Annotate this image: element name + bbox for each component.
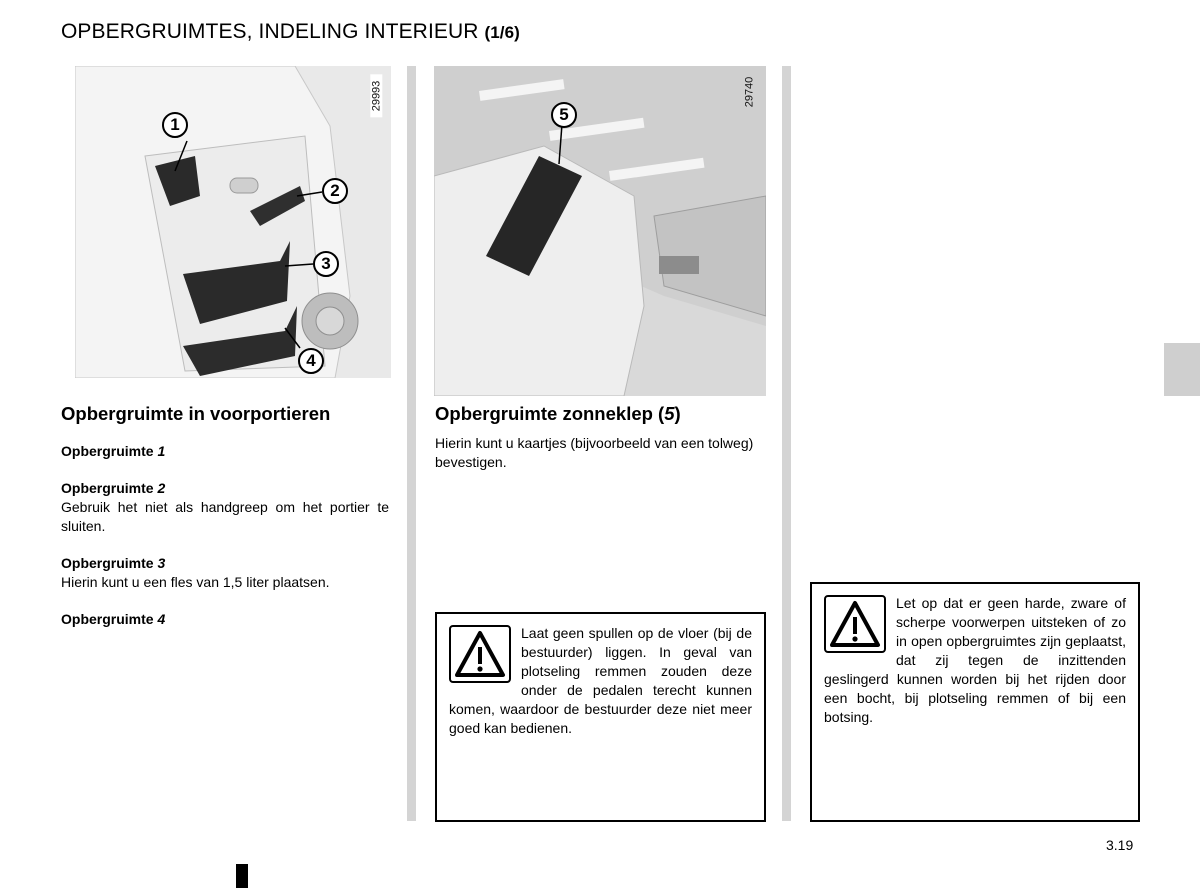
figure-id-visor: 29740 — [743, 76, 756, 108]
visor-description: Hierin kunt u kaartjes (bijvoorbeeld van een tolweg) bevestigen. — [435, 435, 754, 470]
item-title-1-label: Opbergruimte — [61, 443, 154, 459]
page-number: 3.19 — [1106, 837, 1134, 853]
warning-box-objects — [810, 582, 1140, 822]
sun-visor-drawing — [434, 66, 766, 396]
item-title-3-number: 3 — [157, 555, 166, 571]
callout-2: 2 — [322, 178, 348, 204]
crop-mark — [236, 864, 248, 888]
page-title-text: OPBERGRUIMTES, INDELING INTERIEUR — [61, 20, 479, 43]
item-text-2: Gebruik het niet als handgreep om het portier te sluiten. — [61, 499, 389, 534]
warning-box-floor — [435, 612, 766, 822]
section-heading-visor — [435, 403, 681, 425]
warning-text-objects: Let op dat er geen harde, zware of scherpe voorwerpen uitsteken of zo in open opbergruimtes zijn geplaatst, dat zij tegen de inzittenden geslingerd kunnen worden bij het rijden door een bocht, bij plotseling remmen of bij een botsing. — [824, 595, 1126, 725]
door-storage-illustration — [75, 66, 391, 378]
section-heading-visor-number: 5 — [664, 403, 675, 424]
item-title-2-label: Opbergruimte — [61, 480, 154, 496]
page-title-suffix: (1/6) — [484, 23, 520, 42]
sun-visor-illustration — [434, 66, 766, 396]
warning-text-floor: Laat geen spullen op de vloer (bij de bestuurder) liggen. In geval van plotseling remmen zouden deze onder de pedalen terecht kunnen komen, waardoor de bestuurder deze niet meer goed kan bedienen. — [449, 625, 752, 736]
item-title-2 — [61, 479, 391, 498]
door-panel-drawing — [75, 66, 391, 378]
column-divider-right — [782, 66, 791, 821]
section-heading-door: Opbergruimte in voorportieren — [61, 403, 331, 424]
item-title-1 — [61, 442, 391, 461]
item-title-4 — [61, 610, 391, 629]
door-storage-list — [61, 442, 391, 629]
item-title-4-label: Opbergruimte — [61, 611, 154, 627]
section-heading-visor-text: Opbergruimte zonneklep ( — [435, 403, 665, 424]
callout-1: 1 — [162, 112, 188, 138]
item-title-4-number: 4 — [157, 611, 166, 627]
warning-triangle-icon — [824, 595, 886, 653]
column-divider-left — [407, 66, 416, 821]
callout-4: 4 — [298, 348, 324, 374]
callout-5: 5 — [551, 102, 577, 128]
item-title-3-label: Opbergruimte — [61, 555, 154, 571]
item-title-2-number: 2 — [157, 480, 166, 496]
chapter-tab — [1164, 343, 1200, 396]
page-title — [61, 20, 520, 44]
item-title-3 — [61, 554, 391, 573]
figure-id-door: 29993 — [370, 75, 382, 118]
item-text-3: Hierin kunt u een fles van 1,5 liter plaatsen. — [61, 574, 330, 590]
item-title-1-number: 1 — [157, 443, 166, 459]
section-heading-visor-end: ) — [674, 403, 681, 424]
callout-3: 3 — [313, 251, 339, 277]
warning-triangle-icon — [449, 625, 511, 683]
